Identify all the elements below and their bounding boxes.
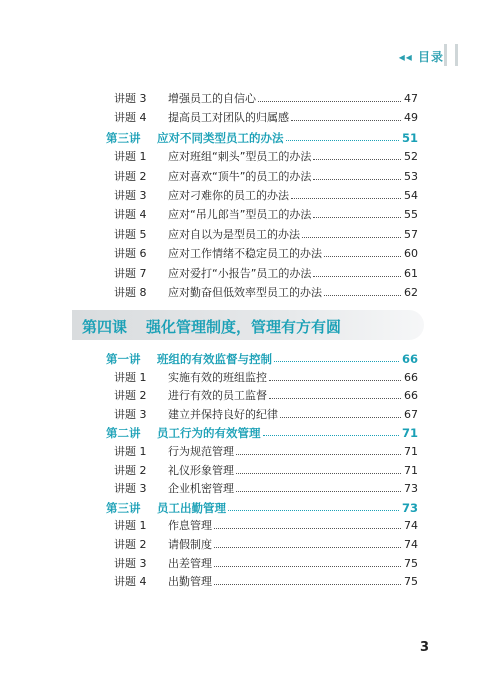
dot-leader: [313, 179, 401, 180]
toc-section-row[interactable]: [0, 424, 500, 442]
topic-title: 作息管理: [168, 519, 212, 533]
page-ref: 71: [404, 445, 418, 458]
toc-item-row[interactable]: [0, 148, 500, 166]
topic-title: 提高员工对团队的归属感: [168, 111, 289, 125]
page-ref: 62: [404, 286, 418, 299]
dot-leader: [236, 473, 401, 474]
topic-number: 讲题 3: [114, 407, 147, 421]
topic-title: 出勤管理: [168, 575, 212, 589]
dot-leader: [269, 398, 401, 399]
section-title: 员工出勤管理: [157, 500, 226, 515]
section-title: 班组的有效监督与控制: [157, 352, 272, 366]
topic-number: 讲题 1: [114, 370, 147, 384]
page-ref: 73: [401, 500, 418, 515]
topic-title: 请假制度: [168, 538, 212, 551]
page-ref: 55: [404, 208, 418, 222]
dot-leader: [324, 295, 401, 296]
topic-number: 讲题 4: [114, 208, 147, 222]
topic-title: 进行有效的员工监督: [168, 389, 267, 403]
page-number: 3: [420, 640, 430, 655]
topic-number: 讲题 7: [114, 266, 147, 280]
toc-header-label: ◂◂ 目录: [398, 50, 444, 64]
topic-title: 应对工作情绪不稳定员工的办法: [168, 247, 322, 261]
toc-item-row[interactable]: [0, 536, 500, 554]
lesson-number: 第四课: [82, 318, 128, 336]
dot-leader: [286, 140, 399, 141]
topic-title: 应对刁难你的员工的办法: [168, 189, 289, 202]
topic-title: 应对喜欢“顶牛”的员工的办法: [168, 169, 312, 183]
dot-leader: [258, 101, 401, 102]
dot-leader: [236, 454, 401, 455]
dot-leader: [324, 256, 401, 257]
toc-item-row[interactable]: [0, 284, 500, 302]
topic-title: 应对班组“刺头”型员工的办法: [168, 150, 312, 164]
topic-number: 讲题 4: [114, 111, 147, 125]
page-ref: 75: [404, 556, 418, 570]
topic-number: 讲题 3: [114, 556, 147, 570]
page-ref: 74: [404, 519, 418, 533]
toc-item-row[interactable]: [0, 555, 500, 573]
toc-section-row[interactable]: [0, 350, 500, 368]
toc-item-row[interactable]: [0, 406, 500, 424]
toc-item-row[interactable]: [0, 517, 500, 535]
dot-leader: [236, 491, 401, 492]
dot-leader: [214, 528, 401, 529]
toc-item-row[interactable]: [0, 187, 500, 205]
toc-item-row[interactable]: [0, 206, 500, 224]
dot-leader: [291, 198, 401, 199]
dot-leader: [313, 276, 401, 277]
topic-number: 讲题 2: [114, 538, 147, 551]
toc-section-row[interactable]: [0, 129, 500, 147]
toc-item-row[interactable]: [0, 265, 500, 283]
toc-item-row[interactable]: [0, 480, 500, 498]
page-ref: 52: [404, 150, 418, 164]
topic-number: 讲题 3: [114, 189, 147, 202]
toc-item-row[interactable]: [0, 387, 500, 405]
topic-number: 讲题 3: [114, 92, 147, 105]
dot-leader: [214, 584, 401, 585]
dot-leader: [269, 380, 401, 381]
toc-item-row[interactable]: [0, 226, 500, 244]
dot-leader: [302, 237, 401, 238]
topic-number: 讲题 8: [114, 286, 147, 299]
toc-item-row[interactable]: [0, 90, 500, 108]
section-number: 第一讲: [106, 352, 141, 366]
topic-title: 应对爱打“小报告”员工的办法: [168, 266, 312, 280]
topic-number: 讲题 1: [114, 150, 147, 164]
topic-number: 讲题 2: [114, 463, 147, 477]
toc-item-row[interactable]: [0, 109, 500, 127]
dot-leader: [214, 566, 401, 567]
toc-item-row[interactable]: [0, 168, 500, 186]
topic-title: 实施有效的班组监控: [168, 370, 267, 384]
dot-leader: [291, 120, 401, 121]
topic-title: 应对“吊儿郎当”型员工的办法: [168, 208, 312, 222]
header-edge-bars: [444, 44, 458, 66]
page-ref: 49: [404, 111, 418, 125]
section-number: 第三讲: [106, 500, 141, 515]
dot-leader: [228, 510, 399, 511]
topic-number: 讲题 2: [114, 169, 147, 183]
toc-section-row[interactable]: [0, 499, 500, 517]
dot-leader: [214, 547, 401, 548]
lesson-title: 强化管理制度，管理有方有圆: [146, 318, 342, 336]
page-ref: 66: [401, 352, 418, 366]
toc-item-row[interactable]: [0, 443, 500, 461]
topic-number: 讲题 3: [114, 482, 147, 496]
section-number: 第三讲: [106, 130, 141, 145]
dot-leader: [313, 159, 401, 160]
topic-title: 礼仪形象管理: [168, 463, 234, 477]
page-ref: 66: [404, 389, 418, 403]
topic-title: 出差管理: [168, 556, 212, 570]
section-title: 应对不同类型员工的办法: [157, 130, 284, 145]
lesson-heading: [72, 310, 424, 340]
page-ref: 47: [404, 92, 418, 105]
toc-item-row[interactable]: [0, 245, 500, 263]
topic-number: 讲题 5: [114, 227, 147, 241]
topic-number: 讲题 6: [114, 247, 147, 261]
page-ref: 75: [404, 575, 418, 589]
dot-leader: [280, 417, 401, 418]
page-ref: 60: [404, 247, 418, 261]
topic-title: 行为规范管理: [168, 445, 234, 458]
topic-title: 应对勤奋但低效率型员工的办法: [168, 286, 322, 299]
toc-item-row[interactable]: [0, 573, 500, 591]
toc-item-row[interactable]: [0, 369, 500, 387]
page-ref: 74: [404, 538, 418, 551]
page-ref: 71: [404, 463, 418, 477]
topic-title: 企业机密管理: [168, 482, 234, 496]
topic-number: 讲题 4: [114, 575, 147, 589]
section-number: 第二讲: [106, 426, 141, 441]
topic-title: 应对自以为是型员工的办法: [168, 227, 300, 241]
toc-item-row[interactable]: [0, 462, 500, 480]
topic-title: 增强员工的自信心: [168, 92, 256, 105]
page-ref: 54: [404, 189, 418, 202]
dot-leader: [263, 435, 399, 436]
topic-number: 讲题 1: [114, 519, 147, 533]
page-ref: 57: [404, 227, 418, 241]
page-ref: 61: [404, 266, 418, 280]
topic-title: 建立并保持良好的纪律: [168, 407, 278, 421]
dot-leader: [313, 217, 401, 218]
section-title: 员工行为的有效管理: [157, 426, 261, 441]
page-ref: 73: [404, 482, 418, 496]
dot-leader: [274, 361, 399, 362]
page-ref: 51: [401, 130, 418, 145]
page-ref: 67: [404, 407, 418, 421]
page-ref: 66: [404, 370, 418, 384]
page-ref: 53: [404, 169, 418, 183]
topic-number: 讲题 1: [114, 445, 147, 458]
topic-number: 讲题 2: [114, 389, 147, 403]
page-ref: 71: [401, 426, 418, 441]
